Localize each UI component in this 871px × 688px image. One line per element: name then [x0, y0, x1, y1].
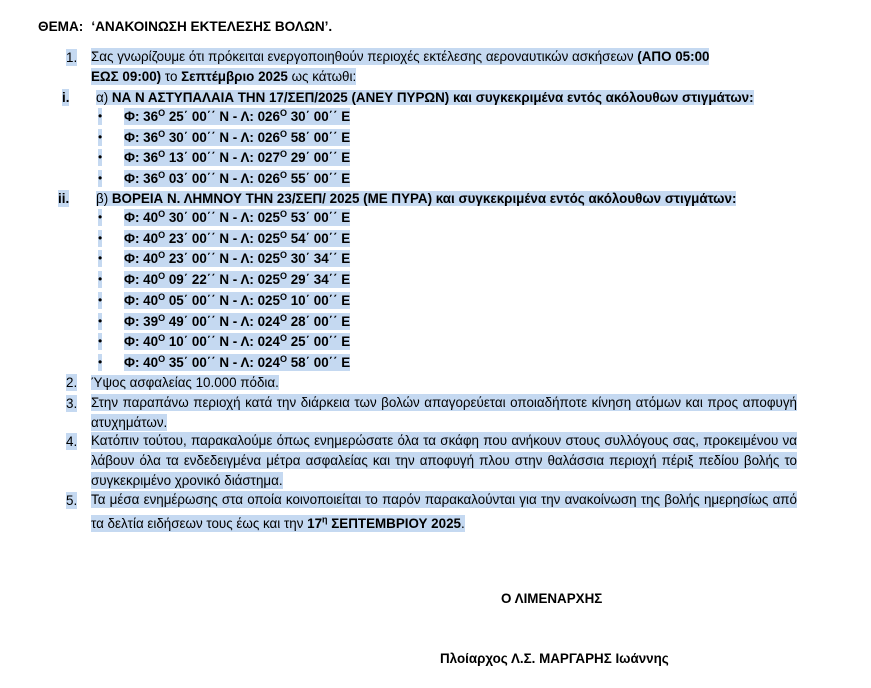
item-4-content: Κατόπιν τούτου, παρακαλούμε όπως ενημερώσατε όλα τα σκάφη που ανήκουν στους συλλόγους σας, προκειμένου να λάβουν όλα τα ενδεδειγμένα μέτρα ασφαλείας και την αποφυγή πλου στην θαλάσσια περιοχή πέριξ πεδίου βολής το συγκεκριμένο χρονικό διάστημα. [91, 433, 797, 488]
item-2-content: Ύψος ασφαλείας 10.000 πόδια. [91, 375, 279, 390]
sub-ii-point-coordinate: Φ: $39^O$ 49΄ 00΄΄ Ν - Λ: $024^O$ 28΄ 00΄΄ Ε [124, 312, 351, 329]
item-number-1: 1. [66, 50, 78, 65]
sub-i-point-bullet: • [98, 109, 103, 123]
sub-i-text: ΝΑ Ν ΑΣΤΥΠΑΛΑΙΑ ΤΗΝ 17/ΣΕΠ/2025 (ΑΝΕΥ ΠΥΡΩΝ) και συγκεκριμένα εντός ακόλουθων στιγμάτων: [111, 90, 754, 105]
sub-ii-text: ΒΟΡΕΙΑ Ν. ΛΗΜΝΟΥ ΤΗΝ 23/ΣΕΠ/ 2025 (ΜΕ ΠΥΡΑ) και συγκεκριμένα εντός ακόλουθων στιγμάτων: [111, 191, 737, 206]
sub-numeral-i: i. [62, 90, 70, 105]
item-5-period: . [460, 516, 465, 532]
item-1-line1: Σας γνωρίζουμε ότι πρόκειται ενεργοποιηθούν περιοχές εκτέλεσης αεροναυτικών ασκήσεων [91, 49, 638, 64]
sub-i-point-coordinate: Φ: $36^O$ 03΄ 00΄΄ Ν - Λ: $026^O$ 55΄ 00΄΄ Ε [124, 170, 351, 187]
sub-ii-point-coordinate: Φ: $40^O$ 09΄ 22΄΄ Ν - Λ: $025^O$ 29΄ 34΄΄ Ε [124, 271, 351, 288]
item-5-date [307, 515, 461, 532]
subject-text: ‘ΑΝΑΚΟΙΝΩΣΗ ΕΚΤΕΛΕΣΗΣ ΒΟΛΩΝ’. [91, 19, 333, 34]
item-5-text [91, 490, 797, 534]
sub-ii-heading [96, 190, 736, 207]
item-1-tail: ως κάτωθι: [287, 69, 357, 84]
item-1-connector: το [161, 69, 182, 84]
sub-ii-point-coordinate: Φ: $40^O$ 35΄ 00΄΄ Ν - Λ: $024^O$ 58΄ 00΄΄ Ε [124, 353, 351, 370]
signature-role: Ο ΛΙΜΕΝΑΡΧΗΣ [501, 591, 603, 606]
sub-ii-point-coordinate: Φ: $40^O$ 23΄ 00΄΄ Ν - Λ: $025^O$ 30΄ 34΄΄ Ε [124, 250, 351, 267]
item-5-date-suffix: η [322, 515, 328, 525]
sub-i-heading [96, 89, 754, 106]
sub-ii-point-bullet: • [98, 210, 103, 224]
sub-i-point-bullet: • [98, 171, 103, 186]
item-number-4: 4. [66, 434, 78, 449]
sub-ii-point-bullet: • [98, 251, 103, 266]
signature-name: Πλοίαρχος Λ.Σ. ΜΑΡΓΑΡΗΣ Ιωάννης [440, 651, 669, 666]
sub-i-point-bullet: • [98, 129, 103, 144]
item-number-5: 5. [66, 493, 78, 508]
item-3-content: Στην παραπάνω περιοχή κατά την διάρκεια των βολών απαγορεύεται οποιαδήποτε κίνηση ατόμων και προς αποφυγή ατυχημάτων. [91, 395, 797, 430]
sub-ii-point-coordinate: Φ: $40^O$ 23΄ 00΄΄ Ν - Λ: $025^O$ 54΄ 00΄΄ Ε [124, 229, 351, 246]
sub-ii-point-bullet: • [98, 334, 103, 349]
sub-ii-point-coordinate: Φ: $40^O$ 05΄ 00΄΄ Ν - Λ: $025^O$ 10΄ 00΄΄ Ε [124, 291, 351, 308]
subject-label: ΘΕΜΑ: [38, 19, 84, 34]
sub-ii-point-bullet: • [98, 354, 103, 369]
sub-i-prefix: α) [96, 90, 112, 105]
item-2-text [91, 374, 279, 391]
item-5-content: Τα μέσα ενημέρωσης στα οποία κοινοποιείται το παρόν παρακαλούνται για την ανακοίνωση της βολής ημερησίως από τα δελτία ειδήσεων τους έως και την [91, 492, 797, 532]
item-number-2: 2. [66, 375, 78, 390]
item-1-time-start: (ΑΠΟ 05:00 [637, 49, 710, 64]
sub-ii-point-bullet: • [98, 292, 103, 307]
sub-ii-point-bullet: • [98, 230, 103, 245]
sub-numeral-ii: ii. [58, 191, 70, 206]
item-1-month: Σεπτέμβριο 2025 [181, 69, 288, 84]
sub-ii-point-coordinate: Φ: $40^O$ 10΄ 00΄΄ Ν - Λ: $024^O$ 25΄ 00΄΄ Ε [124, 333, 351, 350]
item-3-text [91, 393, 797, 433]
sub-ii-point-bullet: • [98, 313, 103, 328]
item-1-text [91, 47, 797, 87]
item-1-time-end: ΕΩΣ 09:00) [91, 69, 162, 84]
sub-i-point-coordinate: Φ: $36^O$ 30΄ 00΄΄ Ν - Λ: $026^O$ 58΄ 00΄΄ Ε [124, 128, 351, 145]
sub-ii-point-coordinate: Φ: $40^O$ 30΄ 00΄΄ Ν - Λ: $025^O$ 53΄ 00΄΄ Ε [124, 209, 351, 225]
item-5-date-month: ΣΕΠΤΕΜΒΡΙΟΥ 2025 [327, 516, 461, 532]
item-5-date-day: 17 [307, 516, 323, 532]
sub-ii-prefix: β) [96, 191, 112, 206]
sub-i-point-coordinate: Φ: $36^O$ 13΄ 00΄΄ Ν - Λ: $027^O$ 29΄ 00΄΄ Ε [124, 149, 351, 166]
item-number-3: 3. [66, 396, 78, 411]
sub-i-point-bullet: • [98, 150, 103, 165]
sub-i-point-coordinate: Φ: $36^O$ 25΄ 00΄΄ Ν - Λ: $026^O$ 30΄ 00΄΄ Ε [124, 108, 351, 124]
item-4-text [91, 431, 797, 491]
sub-ii-point-bullet: • [98, 272, 103, 287]
subject-line [38, 18, 332, 35]
